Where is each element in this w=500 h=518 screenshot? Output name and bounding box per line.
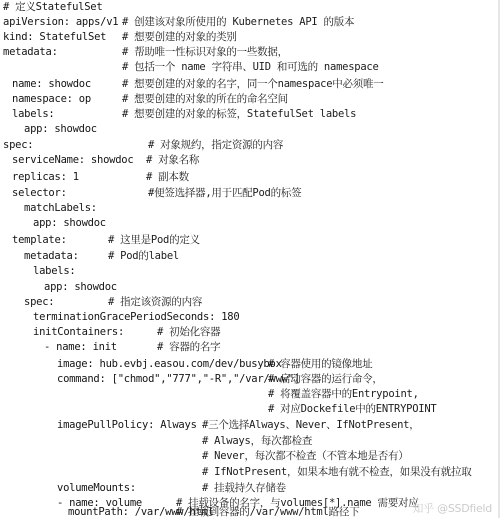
code-key: app: showdoc	[44, 281, 117, 293]
code-key: replicas: 1	[12, 171, 79, 183]
code-key: name: showdoc	[12, 78, 91, 90]
code-key: labels:	[33, 265, 76, 277]
code-line	[0, 387, 419, 402]
code-key: image: hub.evbj.easou.com/dev/busybox	[57, 358, 282, 370]
code-line	[0, 0, 103, 15]
code-line	[0, 418, 420, 433]
code-line	[0, 325, 221, 340]
code-comment: # 启动容器的运行命令，	[268, 373, 383, 385]
code-line	[0, 216, 106, 231]
code-key: spec:	[3, 139, 34, 151]
code-comment: # 挂载持久存储卷	[202, 482, 286, 494]
code-line	[0, 15, 355, 30]
code-comment: # 对象名称	[146, 154, 200, 166]
code-line	[0, 92, 288, 107]
code-key: matchLabels:	[24, 202, 97, 214]
code-line	[0, 30, 237, 45]
code-comment: # 包括一个 name 字符串、UID 和可选的 namespace	[122, 61, 379, 73]
code-key: - name: volume	[57, 497, 143, 509]
code-key: spec:	[24, 296, 55, 308]
code-comment: # 副本数	[146, 171, 189, 183]
code-key: template:	[12, 234, 67, 246]
code-key: serviceName: showdoc	[12, 154, 134, 166]
code-line	[0, 402, 437, 417]
code-line	[0, 138, 284, 153]
code-key: app: showdoc	[24, 123, 97, 135]
code-line	[0, 122, 97, 137]
code-comment: # 指定该资源的内容	[108, 296, 203, 308]
code-comment: # Pod的label	[108, 250, 179, 262]
code-comment: # 容器的名字	[157, 341, 221, 353]
code-key: initContainers:	[33, 326, 125, 338]
code-key: terminationGracePeriodSeconds: 180	[33, 311, 240, 323]
code-key: metadata:	[3, 46, 58, 58]
code-comment: # 将覆盖容器中的Entrypoint,	[268, 388, 419, 400]
code-key: labels:	[12, 108, 55, 120]
code-comment: # 想要创建的对象的标签，StatefulSet labels	[122, 108, 357, 120]
code-line	[0, 77, 384, 92]
code-key: - name: init	[44, 341, 117, 353]
code-comment: # Always，每次都检查	[202, 435, 313, 447]
code-key: command: ["chmod","777","-R","/var/www"]	[57, 373, 300, 385]
code-line	[0, 233, 200, 248]
code-comment: # 想要创建的对象的所在的命名空间	[122, 93, 288, 105]
code-line	[0, 310, 240, 325]
code-comment: # 初始化容器	[157, 326, 221, 338]
code-key: namespace: op	[12, 93, 91, 105]
code-comment: #便签选择器,用于匹配Pod的标签	[148, 187, 302, 199]
watermark-text: 知乎 @SSDfield	[412, 502, 492, 515]
code-key: volumeMounts:	[57, 482, 136, 494]
code-line	[0, 505, 360, 518]
code-line	[0, 45, 288, 60]
code-comment: #三个选择Always、Never、IfNotPresent，	[202, 419, 420, 431]
code-key: mountPath: /var/www/html	[68, 506, 214, 518]
code-line	[0, 372, 383, 387]
code-line	[0, 249, 179, 264]
code-comment: # Never，每次都不检查（不管本地是否有）	[202, 450, 409, 462]
code-line	[0, 357, 373, 372]
code-line	[0, 280, 117, 295]
code-line	[0, 107, 357, 122]
code-comment: # 创建该对象所使用的 Kubernetes API 的版本	[122, 16, 355, 28]
code-comment: # 容器使用的镜像地址	[268, 358, 373, 370]
code-line	[0, 153, 200, 168]
code-key: # 定义StatefulSet	[3, 1, 103, 13]
code-line	[0, 481, 286, 496]
code-line	[0, 295, 203, 310]
code-key: metadata:	[24, 250, 79, 262]
code-comment: # 帮助唯一性标识对象的一些数据，	[122, 46, 288, 58]
code-line	[0, 340, 221, 355]
code-line	[0, 186, 302, 201]
code-key: selector:	[12, 187, 67, 199]
code-comment: # 想要创建的对象的名字，同一个namespace中必须唯一	[122, 78, 384, 90]
code-line	[0, 449, 409, 464]
code-comment: # IfNotPresent，如果本地有就不检查，如果没有就拉取	[202, 466, 472, 478]
code-line	[0, 264, 76, 279]
code-comment: # 挂载设备的名字，与volumes[*].name 需要对应	[176, 497, 419, 509]
code-line	[0, 170, 189, 185]
code-comment: # 这里是Pod的定义	[108, 234, 200, 246]
code-comment: # 挂载到容器的/var/www/html路径下	[176, 506, 360, 518]
code-comment: # 对应Dockefile中的ENTRYPOINT	[268, 403, 437, 415]
code-line	[0, 201, 97, 216]
code-line	[0, 434, 313, 449]
code-key: kind: StatefulSet	[3, 31, 107, 43]
code-key: app: showdoc	[33, 217, 106, 229]
code-key: apiVersion: apps/v1	[3, 16, 119, 28]
code-key: imagePullPolicy: Always	[57, 419, 197, 431]
code-line	[0, 60, 379, 75]
code-comment: # 想要创建的对象的类别	[122, 31, 237, 43]
code-line	[0, 465, 472, 480]
code-comment: # 对象规约，指定资源的内容	[148, 139, 284, 151]
